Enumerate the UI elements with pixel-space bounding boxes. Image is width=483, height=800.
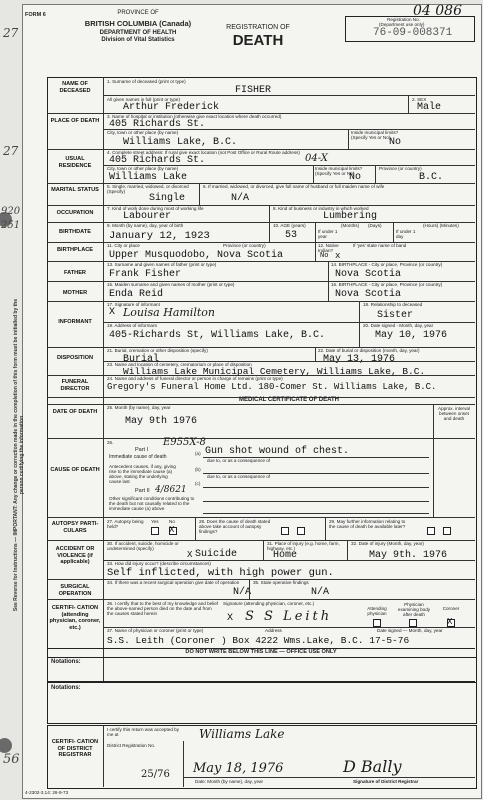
coroner-label: Coroner: [442, 606, 460, 611]
death-date-value[interactable]: May 9th 1976: [125, 416, 198, 427]
accident-type-mark: X: [187, 550, 193, 560]
informant-address-label: 19. Address of informant: [107, 323, 157, 328]
section-certification: CERTIFI- CATION (attending physician, coroner, etc.): [49, 605, 101, 631]
residence-inside-value[interactable]: No: [349, 172, 362, 183]
autopsy-yes-checkbox[interactable]: [151, 527, 159, 535]
death-inside-limits-label: Inside municipal limits? (Specify Yes or No): [351, 130, 399, 140]
top-corner-number: 04 086: [413, 3, 462, 19]
section-autopsy: AUTOPSY PARTI- CULARS: [51, 521, 99, 534]
injury-how-label: 33. How did injury occur? (describe circumstances): [107, 561, 211, 566]
registration-number-label: Registration No.: [387, 17, 420, 22]
death-registration-form: [13, 3, 482, 799]
relationship-label: 18. Relationship to deceased: [363, 302, 423, 307]
office-use-banner: DO NOT WRITE BELOW THIS LINE — OFFICE USE ONLY: [185, 649, 337, 655]
section-marital-status: MARITAL STATUS: [51, 187, 99, 193]
business-label: 8. Kind of business or industry in which worked: [273, 206, 369, 211]
hospital-label: 3. Name of hospital or institution (otherwise give exact location where death occurred): [107, 114, 282, 119]
section-usual-residence: USUAL RESIDENCE: [58, 156, 92, 169]
autopsy-held-label: 27. Autopsy being held?: [107, 519, 144, 529]
death-city-label: City, town or other place (by name): [107, 130, 179, 135]
margin-number-5: 56: [3, 752, 20, 767]
section-disposition: DISPOSITION: [56, 355, 94, 361]
physician-name-value[interactable]: S.S. Leith (Coroner ) Box 4222 Wms.Lake, B.C. 17-5-76: [107, 635, 410, 646]
mother-label: 15. Maiden surname and given names of mother (print or type): [107, 282, 235, 287]
sex-value[interactable]: Male: [417, 102, 442, 113]
district-reg-no-value: 25/76: [141, 769, 170, 780]
punch-hole-bottom: [0, 738, 12, 753]
disposition-date-label: 22. Date of burial or disposition (month, day, year): [318, 348, 420, 353]
part-one-label: Part I: [135, 447, 149, 453]
autopsy-no-mark: X: [169, 525, 175, 535]
section-surgical-operation: SURGICAL OPERATION: [58, 584, 92, 597]
mother-birthplace-label: 16. BIRTHPLACE - City or place, Province (or country): [331, 282, 443, 287]
notations-label-inner: Notations:: [51, 659, 81, 665]
registrar-date: May 18, 1976: [193, 761, 284, 776]
icd-code-2: 4/8621: [155, 485, 187, 495]
under-one-day-label: If under 1 day: [396, 229, 416, 239]
under-one-year-label: If under 1 year: [318, 229, 338, 239]
certifier-signature-label: Signature (attending physician, coroner, etc.): [223, 601, 315, 606]
surname-value[interactable]: FISHER: [235, 85, 272, 96]
autopsy-yes-label: Yes: [151, 519, 159, 524]
accident-type-value[interactable]: Suicide: [195, 549, 238, 560]
examining-checkbox[interactable]: [409, 619, 417, 627]
residence-city-value[interactable]: Williams Lake: [109, 172, 188, 183]
section-birthdate: BIRTHDATE: [59, 229, 91, 235]
form-title: DEATH: [232, 32, 284, 49]
injury-place-label: 31. Place of injury (e.g. home, farm, highway, etc.): [267, 541, 340, 551]
residence-address-value[interactable]: 405 Richards St.: [109, 155, 206, 166]
autopsy-findings-label: 28. Does the cause of death stated above take account of autopsy findings?: [199, 519, 271, 534]
birthplace-value[interactable]: Upper Musquodobo, Nova Scotia: [109, 250, 284, 261]
attending-checkbox[interactable]: [373, 619, 381, 627]
funeral-director-label: 24. Name and address of funeral director or person in charge of remains (print or type): [107, 376, 283, 381]
native-indian-value[interactable]: No: [320, 252, 329, 260]
section-name-of-deceased: NAME OF DECEASED: [59, 81, 91, 94]
injury-how-value[interactable]: Self inflicted, with high power gun.: [107, 567, 334, 579]
department-name: DEPARTMENT OF HEALTH: [99, 30, 177, 36]
hospital-value[interactable]: 405 Richards St.: [109, 119, 206, 130]
funeral-director-value[interactable]: Gregory's Funeral Home Ltd. 180-Comer St. Williams Lake, B.C.: [107, 382, 437, 392]
margin-number-3: 920: [1, 206, 21, 217]
physician-date-label: Date signed — Month, day, year: [377, 628, 443, 633]
band-name-label: If 'yes' state name of band: [353, 243, 407, 248]
part-two-label: Part II: [135, 488, 150, 494]
further-info-yes-checkbox[interactable]: [427, 527, 435, 535]
informant-signature-label: 17. Signature of informant: [107, 302, 160, 307]
father-value[interactable]: Frank Fisher: [109, 269, 182, 280]
surgical-date-value[interactable]: N/A: [233, 587, 252, 598]
work-label: 7. Kind of work done during most of working life: [107, 206, 204, 211]
age-days-label: (Days): [368, 223, 382, 228]
age-hours-label: (Hours) (Minutes): [423, 223, 459, 228]
other-conditions-label: Other significant conditions contributing to the death but not causally related to the immediate cause (a) above: [109, 496, 195, 511]
findings-no-checkbox[interactable]: [297, 527, 305, 535]
side-instruction-text: See Reverse for Instructions — IMPORTANT: Any change or correction made in the completion of this form must be initialled by the person certifying the information: [13, 298, 25, 612]
cause-a-label: (a): [195, 451, 201, 456]
native-indian-label: 12. Native Indian?: [318, 243, 339, 253]
informant-x: X: [109, 307, 116, 318]
section-informant: INFORMANT: [58, 319, 92, 325]
given-names-value[interactable]: Arthur Frederick: [123, 102, 220, 113]
given-names-label: All given names in full (print or type): [107, 97, 181, 102]
margin-number-1: 27: [3, 26, 19, 40]
death-date-label: 25. Month (by name), day, year: [107, 405, 171, 410]
mother-birthplace-value[interactable]: Nova Scotia: [335, 289, 402, 300]
registrar-signature-label: Signature of District Registrar: [353, 779, 419, 784]
registrar-signature: D Bally: [343, 757, 402, 776]
section-birthplace: BIRTHPLACE: [56, 247, 94, 253]
birth-province-label: Province (or country): [223, 243, 266, 248]
disposition-date-value[interactable]: May 13, 1976: [323, 354, 396, 365]
coroner-mark: X: [447, 617, 453, 627]
age-months-label: (Months): [341, 223, 360, 228]
immediate-cause-label: Immediate cause of death: [109, 454, 167, 460]
section-mother: MOTHER: [62, 290, 88, 296]
registrar-certify-label: I certify this return was accepted by me at: [107, 727, 179, 737]
registration-number-sublabel: (Department use only): [379, 22, 425, 27]
notations-box: [47, 657, 477, 724]
injury-place-value[interactable]: Home: [273, 550, 298, 561]
dob-value[interactable]: January 12, 1923: [109, 230, 210, 242]
sex-label: 2. SEX: [412, 97, 427, 102]
section-funeral-director: FUNERAL DIRECTOR: [60, 379, 90, 392]
registrar-date-label: Date: Month (by name), day, year: [195, 779, 264, 784]
certify-statement: 36. I certify that to the best of my knowledge and belief the above-named person died on the date and from the causes stated herein: [107, 601, 219, 616]
section-registrar: CERTIFI- CATION OF DISTRICT REGISTRAR: [51, 739, 99, 758]
relationship-value[interactable]: Sister: [377, 310, 414, 321]
autopsy-no-label: No: [169, 519, 175, 524]
attending-physician-label: Attending physician: [367, 606, 387, 616]
disposition-label: 21. Burial, cremation or other disposition (specify): [107, 348, 208, 353]
registrar-place: Williams Lake: [199, 727, 285, 741]
notations-label: Notations:: [51, 685, 81, 691]
age-label: 10. AGE (years): [273, 223, 306, 228]
informant-signature: Louisa Hamilton: [123, 306, 215, 319]
further-info-label: 29. May further information relating to the cause of death be available later?: [329, 519, 406, 529]
due-to-label-b: due to, or as a consequence of: [207, 474, 271, 479]
residence-address-label: 4. Complete street address: If rural give exact location (not Post Office or Rural Route address): [107, 150, 300, 155]
certifier-signature: S S Leith: [245, 609, 333, 624]
birth-city-label: 11. City or place: [107, 243, 140, 248]
district-reg-no-label: District Registration No.: [107, 743, 156, 748]
operative-findings-label: 35. State operative findings: [253, 580, 309, 585]
business-value[interactable]: Lumbering: [323, 211, 378, 222]
father-birthplace-label: 14. BIRTHPLACE - City or place, Province (or country): [331, 262, 443, 267]
injury-date-label: 32. Date of injury (Month, day, year): [351, 541, 424, 546]
death-inside-limits-value[interactable]: No: [389, 137, 402, 148]
antecedent-causes-label: Antecedent causes, if any, giving rise to the immediate cause (a) above, stating the underlying cause last: [109, 464, 176, 484]
residence-mark: 04-X: [305, 153, 328, 164]
section-cause-of-death: CAUSE OF DEATH: [50, 467, 100, 473]
date-signed-label: 20. Date signed - Month, day, year: [363, 323, 434, 328]
physician-name-label: 37. Name of physician or coroner (print or type): [107, 628, 204, 633]
surname-label: 1. Surname of deceased (print or type): [107, 79, 186, 84]
mother-value[interactable]: Enda Reid: [109, 289, 164, 300]
father-label: 13. Surname and given names of father (print or type): [107, 262, 217, 267]
province-name: BRITISH COLUMBIA (Canada): [84, 19, 192, 28]
due-to-label-a: due to, or as a consequence of: [207, 458, 271, 463]
section-accident-violence: ACCIDENT OR VIOLENCE (if applicable): [55, 546, 95, 565]
province-label: PROVINCE OF: [117, 10, 159, 16]
approx-interval-label: Approx. interval between onset and death: [438, 406, 470, 421]
surgical-date-label: 34. If there was a recent surgical operation give date of operation: [107, 580, 240, 585]
marital-value[interactable]: Single: [149, 193, 186, 204]
accident-type-label: 30. If accident, suicide, homicide or undetermined (specify): [107, 541, 179, 551]
further-info-no-checkbox[interactable]: [443, 527, 451, 535]
injury-date-value[interactable]: May 9th. 1976: [369, 550, 448, 561]
cemetery-value[interactable]: Williams Lake Municipal Cemetery, Williams Lake, B.C.: [123, 366, 426, 377]
native-indian-x: x: [335, 251, 341, 261]
residence-province-label: Province (or country): [379, 166, 422, 171]
residence-inside-label: Inside municipal limits? (Specify Yes or No): [315, 166, 363, 176]
work-value[interactable]: Labourer: [123, 211, 172, 222]
section-place-of-death: PLACE OF DEATH: [50, 118, 100, 124]
section-occupation: OCCUPATION: [56, 210, 94, 216]
registration-number: 76-09-008371: [373, 27, 453, 39]
cemetery-label: 23. Name and location of cemetery, crematorium or place of disposition: [107, 362, 252, 367]
form-number: FORM 6: [25, 12, 46, 18]
operative-findings-value[interactable]: N/A: [311, 587, 330, 598]
findings-yes-checkbox[interactable]: [281, 527, 289, 535]
spouse-value[interactable]: N/A: [231, 193, 250, 204]
cause-a-value[interactable]: Gun shot wound of chest.: [205, 446, 350, 457]
age-value[interactable]: 53: [285, 230, 298, 241]
father-birthplace-value[interactable]: Nova Scotia: [335, 269, 402, 280]
physician-address-label: Address: [265, 628, 282, 633]
cause-b-label: (b): [195, 467, 201, 472]
form-footer-code: 4-2302-3.14: 26-9-73: [25, 790, 69, 795]
certifier-x: X: [227, 613, 234, 624]
division-name: Division of Vital Statistics: [101, 37, 175, 43]
cause-number-label: 26.: [107, 440, 114, 445]
section-father: FATHER: [64, 270, 86, 276]
medical-certificate-title: MEDICAL CERTIFICATE OF DEATH: [239, 397, 339, 403]
icd-code-1: E955X-8: [163, 437, 206, 448]
informant-address-value[interactable]: 405-Richards St, Williams Lake, B.C.: [109, 330, 326, 341]
death-city-value[interactable]: Williams Lake, B.C.: [123, 137, 238, 148]
cause-c-label: (c): [195, 481, 201, 486]
registration-of: REGISTRATION OF: [226, 24, 290, 31]
spouse-label: 6. If married, widowed, or divorced, give full name of husband or full maiden name of wife: [203, 184, 385, 189]
margin-number-2: 27: [3, 144, 19, 158]
marital-label: 5. Single, married, widowed, or divorced (Specify): [107, 184, 189, 194]
dob-label: 9. Month (by name), day, year of birth: [107, 223, 184, 228]
section-date-of-death: DATE OF DEATH: [52, 409, 98, 415]
disposition-value[interactable]: Burial: [123, 354, 160, 365]
residence-city-label: City, town or other place (by name): [107, 166, 179, 171]
margin-number-4: 251: [1, 220, 21, 231]
residence-province-value[interactable]: B.C.: [419, 172, 444, 183]
date-signed-value[interactable]: May 10, 1976: [375, 330, 448, 341]
examining-physician-label: Physician examining body after death: [397, 602, 431, 617]
